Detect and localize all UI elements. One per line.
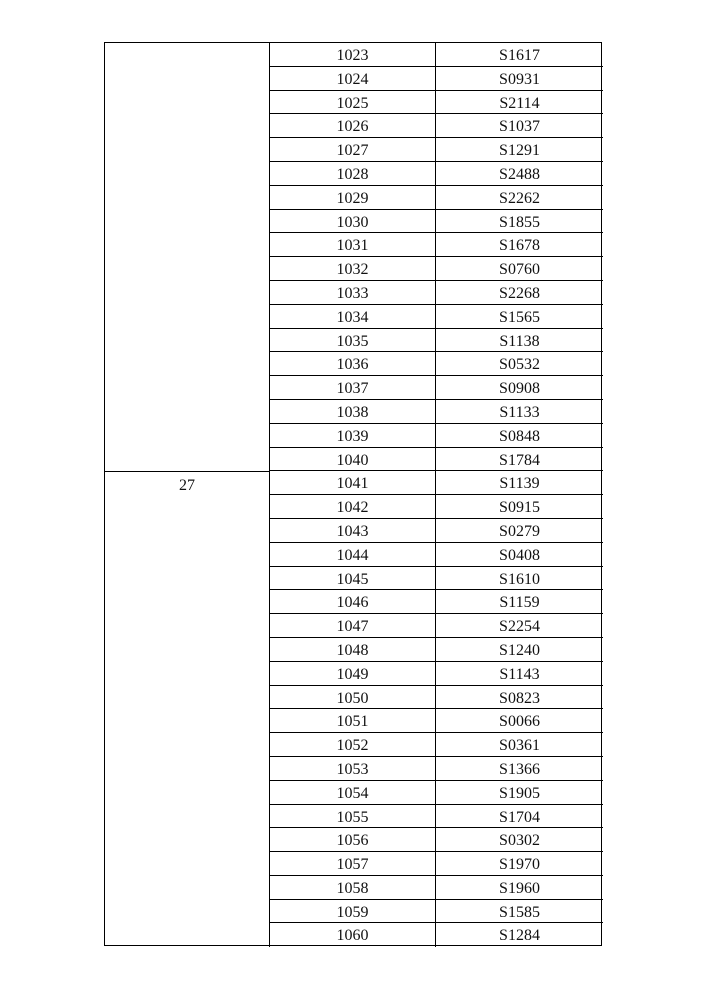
code-cell: S0532 xyxy=(499,356,540,374)
table-row xyxy=(270,876,603,900)
code-cell: S2488 xyxy=(499,165,540,183)
row-number-cell: 1028 xyxy=(270,162,436,185)
row-number-cell: 1050 xyxy=(270,686,436,709)
table-body xyxy=(270,43,603,947)
code-cell: S0279 xyxy=(499,522,540,540)
row-number-cell: 1025 xyxy=(270,91,436,114)
row-number-cell: 1054 xyxy=(270,781,436,804)
table-row xyxy=(270,781,603,805)
row-number-cell: 1042 xyxy=(270,495,436,518)
group-cell-27 xyxy=(105,471,270,947)
table-row xyxy=(270,210,603,234)
code-cell: S1704 xyxy=(499,808,540,826)
row-number-cell: 1031 xyxy=(270,233,436,256)
row-number-cell: 1037 xyxy=(270,376,436,399)
table-row xyxy=(270,471,603,495)
code-cell: S1138 xyxy=(499,332,540,350)
row-number-cell: 1026 xyxy=(270,114,436,137)
code-cell: S0302 xyxy=(499,832,540,850)
code-cell: S1678 xyxy=(499,237,540,255)
row-number-cell: 1038 xyxy=(270,400,436,423)
code-cell: S1284 xyxy=(499,927,540,945)
code-cell: S1855 xyxy=(499,213,540,231)
table-row xyxy=(270,923,603,947)
code-cell: S0915 xyxy=(499,499,540,517)
row-number-cell: 1044 xyxy=(270,543,436,566)
table-row xyxy=(270,424,603,448)
table-row xyxy=(270,709,603,733)
code-cell: S1366 xyxy=(499,760,540,778)
table-row xyxy=(270,257,603,281)
row-number-cell: 1058 xyxy=(270,876,436,899)
row-number-cell: 1029 xyxy=(270,186,436,209)
table-row xyxy=(270,281,603,305)
table-row xyxy=(270,686,603,710)
table-row xyxy=(270,114,603,138)
code-cell: S1565 xyxy=(499,308,540,326)
code-cell: S1960 xyxy=(499,879,540,897)
row-number-cell: 1053 xyxy=(270,757,436,780)
group-cell-continued xyxy=(105,43,270,471)
row-number-cell: 1055 xyxy=(270,805,436,828)
table-row xyxy=(270,662,603,686)
code-cell: S0931 xyxy=(499,70,540,88)
table-row xyxy=(270,733,603,757)
row-number-cell: 1024 xyxy=(270,67,436,90)
table-row xyxy=(270,43,603,67)
code-cell: S0408 xyxy=(499,546,540,564)
code-cell: S2114 xyxy=(499,94,540,112)
table-row xyxy=(270,329,603,353)
row-number-cell: 1027 xyxy=(270,138,436,161)
table-row xyxy=(270,495,603,519)
row-number-cell: 1033 xyxy=(270,281,436,304)
table-row xyxy=(270,162,603,186)
table-row xyxy=(270,805,603,829)
table-row xyxy=(270,186,603,210)
code-cell: S1133 xyxy=(499,403,540,421)
table-row xyxy=(270,543,603,567)
table-row xyxy=(270,638,603,662)
row-number-cell: 1023 xyxy=(270,43,436,66)
code-cell: S0823 xyxy=(499,689,540,707)
row-number-cell: 1043 xyxy=(270,519,436,542)
row-number-cell: 1049 xyxy=(270,662,436,685)
row-number-cell: 1057 xyxy=(270,852,436,875)
table-row xyxy=(270,757,603,781)
table-row xyxy=(270,352,603,376)
row-number-cell: 1051 xyxy=(270,709,436,732)
row-number-cell: 1056 xyxy=(270,828,436,851)
group-label: 27 xyxy=(179,477,195,495)
row-number-cell: 1048 xyxy=(270,638,436,661)
code-cell: S2268 xyxy=(499,284,540,302)
row-number-cell: 1060 xyxy=(270,923,436,947)
table-row xyxy=(270,376,603,400)
code-cell: S2262 xyxy=(499,189,540,207)
data-table xyxy=(104,42,602,946)
code-cell: S1159 xyxy=(499,594,540,612)
code-cell: S2254 xyxy=(499,618,540,636)
table-row xyxy=(270,91,603,115)
row-number-cell: 1039 xyxy=(270,424,436,447)
code-cell: S0908 xyxy=(499,380,540,398)
code-cell: S1905 xyxy=(499,784,540,802)
row-number-cell: 1035 xyxy=(270,329,436,352)
table-row xyxy=(270,448,603,472)
table-row xyxy=(270,233,603,257)
row-number-cell: 1040 xyxy=(270,448,436,471)
code-cell: S0760 xyxy=(499,261,540,279)
table-row xyxy=(270,67,603,91)
table-row xyxy=(270,614,603,638)
table-row xyxy=(270,828,603,852)
code-cell: S1143 xyxy=(499,665,540,683)
row-number-cell: 1052 xyxy=(270,733,436,756)
row-number-cell: 1030 xyxy=(270,210,436,233)
code-cell: S0848 xyxy=(499,427,540,445)
code-cell: S1291 xyxy=(499,142,540,160)
table-row xyxy=(270,900,603,924)
table-row xyxy=(270,400,603,424)
code-cell: S1240 xyxy=(499,641,540,659)
row-number-cell: 1046 xyxy=(270,590,436,613)
table-row xyxy=(270,138,603,162)
code-cell: S1970 xyxy=(499,856,540,874)
table-row xyxy=(270,590,603,614)
code-cell: S1585 xyxy=(499,903,540,921)
row-number-cell: 1059 xyxy=(270,900,436,923)
row-number-cell: 1045 xyxy=(270,567,436,590)
row-number-cell: 1047 xyxy=(270,614,436,637)
table-row xyxy=(270,519,603,543)
table-row xyxy=(270,852,603,876)
row-number-cell: 1041 xyxy=(270,471,436,494)
code-cell: S1610 xyxy=(499,570,540,588)
code-cell: S0066 xyxy=(499,713,540,731)
code-cell: S1037 xyxy=(499,118,540,136)
code-cell: S1139 xyxy=(499,475,540,493)
row-number-cell: 1032 xyxy=(270,257,436,280)
row-number-cell: 1034 xyxy=(270,305,436,328)
code-cell: S1617 xyxy=(499,47,540,64)
code-cell: S0361 xyxy=(499,737,540,755)
table-row xyxy=(270,305,603,329)
code-cell: S1784 xyxy=(499,451,540,469)
table-row xyxy=(270,567,603,591)
row-number-cell: 1036 xyxy=(270,352,436,375)
